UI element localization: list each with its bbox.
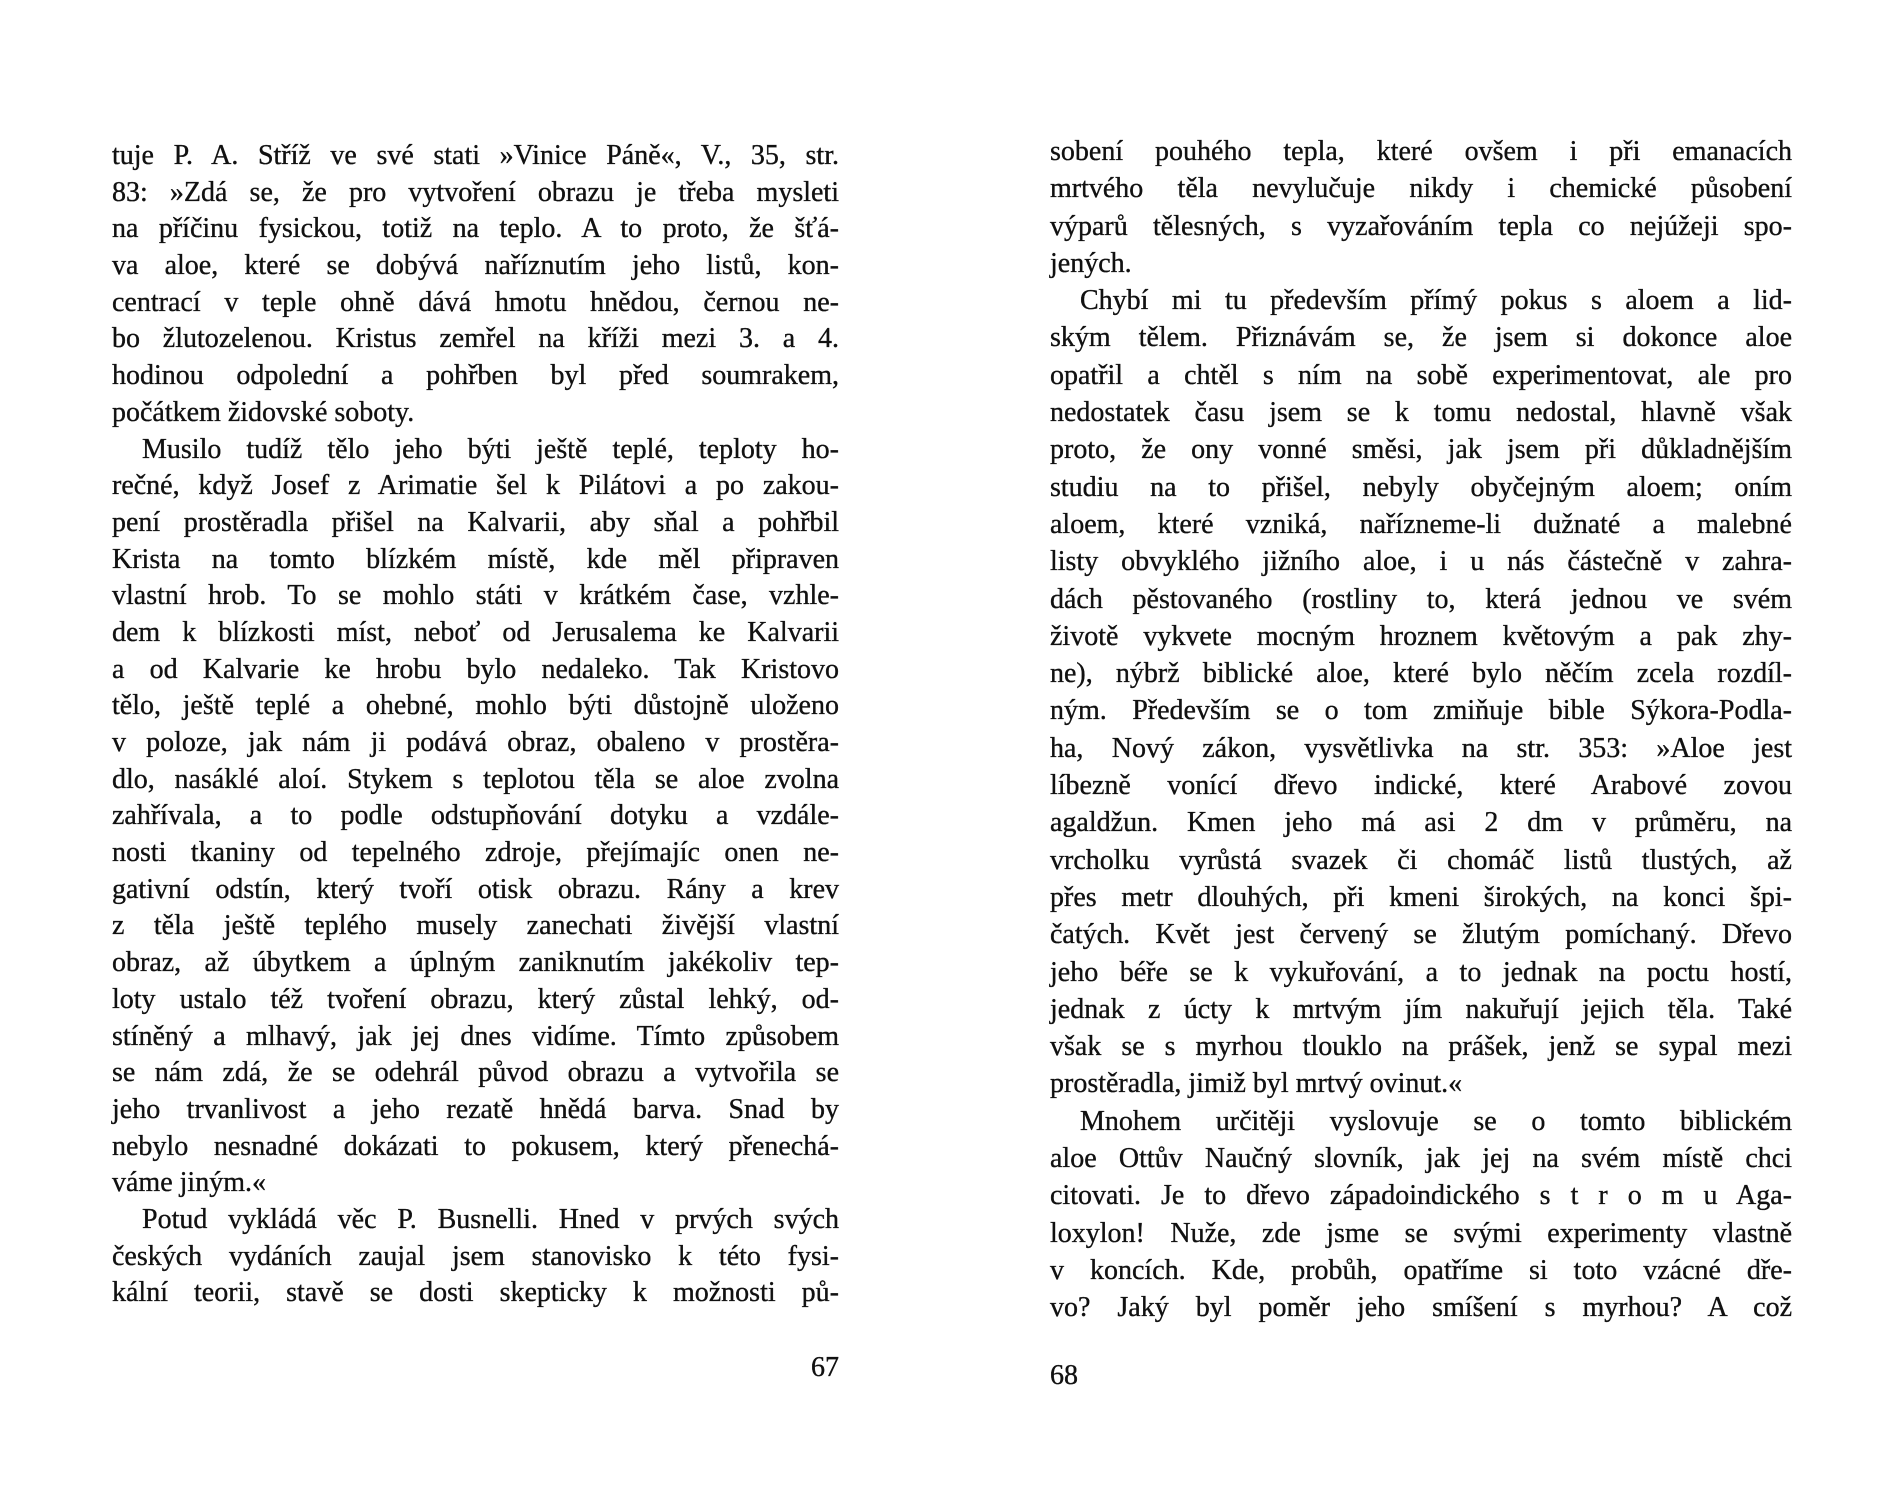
- text-line: se nám zdá, že se odehrál původ obrazu a vytvořila se: [112, 1057, 839, 1089]
- text-line: jených.: [1050, 247, 1132, 279]
- text-line: loxylon! Nuže, zde jsme se svými experimenty vlastně: [1050, 1217, 1792, 1249]
- text-line: nedostatek času jsem se k tomu nedostal, hlavně však: [1050, 397, 1792, 429]
- text-line: aloem, které vzniká, nařízneme-li dužnaté a malebné: [1050, 508, 1792, 540]
- text-line: však se s myrhou tlouklo na prášek, jenž se sypal mezi: [1050, 1031, 1792, 1063]
- text-line: jeho béře se k vykuřování, a to jednak na poctu hostí,: [1050, 956, 1792, 988]
- text-line: studiu na to přišel, nebyly obyčejným aloem; oním: [1050, 471, 1792, 503]
- text-line: českých vydáních zaujal jsem stanovisko k této fysi-: [112, 1240, 839, 1272]
- text-line: agaldžun. Kmen jeho má asi 2 dm v průměru, na: [1050, 807, 1792, 839]
- text-line: 83: »Zdá se, že pro vytvoření obrazu je třeba mysleti: [112, 176, 839, 208]
- text-line: váme jiným.«: [112, 1167, 266, 1199]
- text-line: dách pěstovaného (rostliny to, která jednou ve svém: [1050, 583, 1792, 615]
- text-line: vlastní hrob. To se mohlo státi v krátkém čase, vzhle-: [112, 580, 839, 612]
- text-line: čatých. Květ jest červený se žlutým pomíchaný. Dřevo: [1050, 919, 1792, 951]
- right-page-text: [1050, 133, 1792, 1327]
- text-line: prostěradla, jimiž byl mrtvý ovinut.«: [1050, 1068, 1463, 1100]
- text-line: aloe Ottův Naučný slovník, jak jej na svém místě chci: [1050, 1143, 1792, 1175]
- text-line: rečné, když Josef z Arimatie šel k Pilátovi a po zakou-: [112, 470, 839, 502]
- text-line: výparů tělesných, s vyzařováním tepla co nejúžeji spo-: [1050, 210, 1792, 242]
- text-line: přes metr dlouhých, při kmeni širokých, na konci špi-: [1050, 881, 1792, 913]
- page-number-right: 68: [1050, 1360, 1078, 1391]
- text-line: hodinou odpolední a pohřben byl před soumrakem,: [112, 360, 839, 392]
- text-line: Chybí mi tu především přímý pokus s aloem a lid-: [1080, 285, 1792, 317]
- text-line: vo? Jaký byl poměr jeho smíšení s myrhou? A což: [1050, 1292, 1792, 1324]
- text-line: listy obvyklého jižního aloe, i u nás částečně v zahra-: [1050, 546, 1792, 578]
- text-line: tělo, ještě teplé a ohebné, mohlo býti důstojně uloženo: [112, 690, 839, 722]
- text-line: opatřil a chtěl s ním na sobě experimentovat, ale pro: [1050, 359, 1792, 391]
- text-line: stíněný a mlhavý, jak jej dnes vidíme. Tímto způsobem: [112, 1020, 839, 1052]
- text-line: na příčinu fysickou, totiž na teplo. A to proto, že šťá-: [112, 213, 839, 245]
- text-line: ným. Především se o tom zmiňuje bible Sýkora-Podla-: [1050, 695, 1792, 727]
- text-line: va aloe, které se dobývá naříznutím jeho listů, kon-: [112, 250, 839, 282]
- text-line: pení prostěradla přišel na Kalvarii, aby sňal a pohřbil: [112, 506, 839, 538]
- text-line: loty ustalo též tvoření obrazu, který zůstal lehký, od-: [112, 983, 839, 1015]
- text-line: ha, Nový zákon, vysvětlivka na str. 353: »Aloe jest: [1050, 732, 1792, 764]
- page-number-left: 67: [811, 1352, 839, 1383]
- text-line: Krista na tomto blízkém místě, kde měl připraven: [112, 543, 839, 575]
- text-line: líbezně vonící dřevo indické, které Arabové zovou: [1050, 770, 1792, 802]
- text-line: Musilo tudíž tělo jeho býti ještě teplé, teploty ho-: [142, 433, 839, 465]
- text-line: mrtvého těla nevylučuje nikdy i chemické působení: [1050, 173, 1792, 205]
- text-line: citovati. Je to dřevo západoindického s t r o m u Aga-: [1050, 1180, 1792, 1212]
- text-line: nebylo nesnadné dokázati to pokusem, který přenechá-: [112, 1130, 839, 1162]
- text-line: centrací v teple ohně dává hmotu hnědou, černou ne-: [112, 286, 839, 318]
- text-line: v koncích. Kde, probůh, opatříme si toto vzácné dře-: [1050, 1254, 1792, 1286]
- text-line: zahřívala, a to podle odstupňování dotyku a vzdále-: [112, 800, 839, 832]
- text-line: Potud vykládá věc P. Busnelli. Hned v prvých svých: [142, 1203, 839, 1235]
- text-line: z těla ještě teplého musely zanechati živější vlastní: [112, 910, 839, 942]
- text-line: kální teorii, stavě se dosti skepticky k možnosti pů-: [112, 1277, 839, 1309]
- text-line: proto, že ony vonné směsi, jak jsem při důkladnějším: [1050, 434, 1792, 466]
- text-line: jednak z úcty k mrtvým jím nakuřují jejich těla. Také: [1050, 993, 1792, 1025]
- text-line: dem k blízkosti míst, neboť od Jerusalema ke Kalvarii: [112, 616, 839, 648]
- text-line: ským tělem. Přiznávám se, že jsem si dokonce aloe: [1050, 322, 1792, 354]
- text-line: tuje P. A. Stříž ve své stati »Vinice Páně«, V., 35, str.: [112, 140, 839, 171]
- text-line: obraz, až úbytkem a úplným zaniknutím jakékoliv tep-: [112, 947, 839, 979]
- text-line: a od Kalvarie ke hrobu bylo nedaleko. Tak Kristovo: [112, 653, 839, 685]
- text-line: jeho trvanlivost a jeho rezatě hnědá barva. Snad by: [112, 1093, 839, 1125]
- text-line: nosti tkaniny od tepelného zdroje, přejímajíc onen ne-: [112, 837, 839, 869]
- text-line: v poloze, jak nám ji podává obraz, obaleno v prostěra-: [112, 727, 839, 758]
- text-line: ne), nýbrž biblické aloe, které bylo něčím zcela rozdíl-: [1050, 658, 1792, 690]
- text-line: vrcholku vyrůstá svazek či chomáč listů tlustých, až: [1050, 844, 1792, 876]
- text-line: Mnohem určitěji vyslovuje se o tomto biblickém: [1080, 1105, 1792, 1137]
- left-page-text: [112, 138, 839, 1312]
- text-line: gativní odstín, který tvoří otisk obrazu. Rány a krev: [112, 873, 839, 905]
- text-line: dlo, nasáklé aloí. Stykem s teplotou těla se aloe zvolna: [112, 763, 839, 795]
- text-line: bo žlutozelenou. Kristus zemřel na kříži mezi 3. a 4.: [112, 323, 839, 355]
- text-line: životě vykvete mocným hroznem květovým a pak zhy-: [1050, 620, 1792, 652]
- text-line: sobení pouhého tepla, které ovšem i při emanacích: [1050, 136, 1792, 167]
- text-line: počátkem židovské soboty.: [112, 396, 415, 428]
